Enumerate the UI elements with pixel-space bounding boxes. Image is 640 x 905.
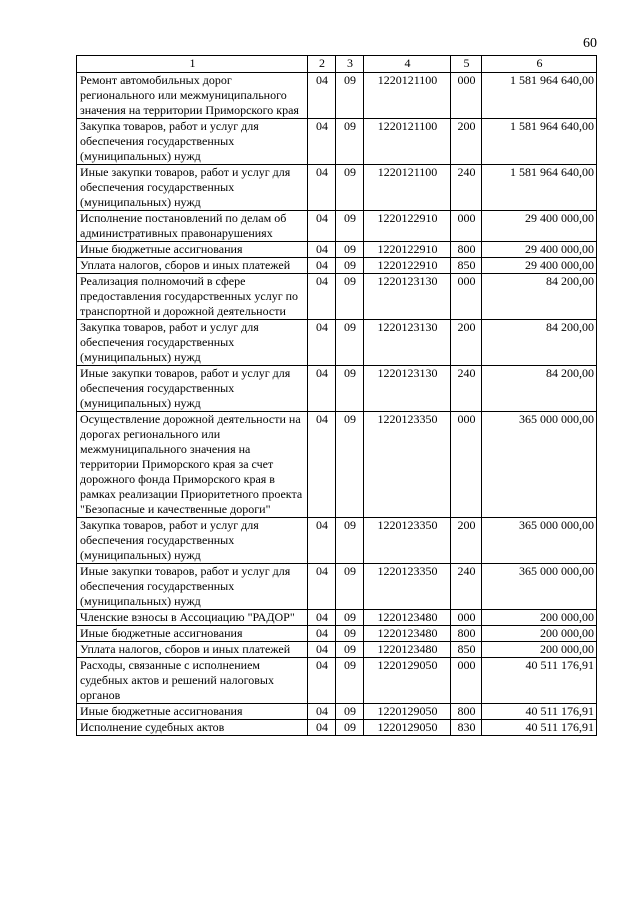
row-section: 04 bbox=[308, 366, 336, 412]
row-amount: 1 581 964 640,00 bbox=[482, 119, 597, 165]
row-target-article: 1220121100 bbox=[364, 165, 451, 211]
row-name: Исполнение постановлений по делам об административных правонарушениях bbox=[77, 211, 308, 242]
row-target-article: 1220123480 bbox=[364, 642, 451, 658]
row-amount: 40 511 176,91 bbox=[482, 704, 597, 720]
row-name: Ремонт автомобильных дорог регионального или межмуниципального значения на территории Приморского края bbox=[77, 73, 308, 119]
row-subsection: 09 bbox=[336, 320, 364, 366]
row-section: 04 bbox=[308, 211, 336, 242]
row-subsection: 09 bbox=[336, 242, 364, 258]
table-row bbox=[77, 119, 597, 165]
row-amount: 1 581 964 640,00 bbox=[482, 73, 597, 119]
row-subsection: 09 bbox=[336, 73, 364, 119]
row-target-article: 1220123480 bbox=[364, 626, 451, 642]
row-name: Иные закупки товаров, работ и услуг для обеспечения государственных (муниципальных) нужд bbox=[77, 564, 308, 610]
row-amount: 200 000,00 bbox=[482, 642, 597, 658]
row-target-article: 1220123350 bbox=[364, 412, 451, 518]
row-expense-type: 200 bbox=[451, 518, 482, 564]
table-row bbox=[77, 242, 597, 258]
row-subsection: 09 bbox=[336, 366, 364, 412]
row-section: 04 bbox=[308, 658, 336, 704]
row-amount: 29 400 000,00 bbox=[482, 211, 597, 242]
row-expense-type: 240 bbox=[451, 165, 482, 211]
row-expense-type: 850 bbox=[451, 642, 482, 658]
table-row bbox=[77, 626, 597, 642]
row-name: Уплата налогов, сборов и иных платежей bbox=[77, 642, 308, 658]
table-row bbox=[77, 610, 597, 626]
row-name: Исполнение судебных актов bbox=[77, 720, 308, 736]
row-section: 04 bbox=[308, 610, 336, 626]
row-expense-type: 200 bbox=[451, 119, 482, 165]
row-section: 04 bbox=[308, 119, 336, 165]
row-amount: 84 200,00 bbox=[482, 274, 597, 320]
row-name: Закупка товаров, работ и услуг для обеспечения государственных (муниципальных) нужд bbox=[77, 320, 308, 366]
row-expense-type: 200 bbox=[451, 320, 482, 366]
table-header-row bbox=[77, 56, 597, 73]
row-amount: 1 581 964 640,00 bbox=[482, 165, 597, 211]
row-expense-type: 000 bbox=[451, 73, 482, 119]
table-body bbox=[77, 73, 597, 736]
row-name: Иные бюджетные ассигнования bbox=[77, 626, 308, 642]
row-expense-type: 240 bbox=[451, 366, 482, 412]
row-target-article: 1220129050 bbox=[364, 720, 451, 736]
row-target-article: 1220121100 bbox=[364, 73, 451, 119]
row-target-article: 1220123480 bbox=[364, 610, 451, 626]
row-subsection: 09 bbox=[336, 658, 364, 704]
page-number: 60 bbox=[583, 36, 597, 51]
row-name: Членские взносы в Ассоциацию "РАДОР" bbox=[77, 610, 308, 626]
row-subsection: 09 bbox=[336, 211, 364, 242]
row-target-article: 1220123130 bbox=[364, 366, 451, 412]
row-expense-type: 000 bbox=[451, 274, 482, 320]
row-target-article: 1220129050 bbox=[364, 704, 451, 720]
row-subsection: 09 bbox=[336, 165, 364, 211]
row-subsection: 09 bbox=[336, 274, 364, 320]
row-target-article: 1220123130 bbox=[364, 274, 451, 320]
row-expense-type: 000 bbox=[451, 658, 482, 704]
header-cell-6: 6 bbox=[482, 56, 597, 73]
budget-table bbox=[76, 55, 597, 736]
row-name: Иные бюджетные ассигнования bbox=[77, 242, 308, 258]
row-subsection: 09 bbox=[336, 704, 364, 720]
row-amount: 365 000 000,00 bbox=[482, 564, 597, 610]
row-expense-type: 240 bbox=[451, 564, 482, 610]
row-section: 04 bbox=[308, 258, 336, 274]
row-subsection: 09 bbox=[336, 720, 364, 736]
row-name: Расходы, связанные с исполнением судебных актов и решений налоговых органов bbox=[77, 658, 308, 704]
row-amount: 365 000 000,00 bbox=[482, 518, 597, 564]
table-row bbox=[77, 518, 597, 564]
row-expense-type: 000 bbox=[451, 610, 482, 626]
row-amount: 365 000 000,00 bbox=[482, 412, 597, 518]
row-target-article: 1220122910 bbox=[364, 258, 451, 274]
header-cell-2: 2 bbox=[308, 56, 336, 73]
table-row bbox=[77, 642, 597, 658]
header-cell-1: 1 bbox=[77, 56, 308, 73]
row-subsection: 09 bbox=[336, 518, 364, 564]
row-name: Иные закупки товаров, работ и услуг для обеспечения государственных (муниципальных) нужд bbox=[77, 165, 308, 211]
row-expense-type: 800 bbox=[451, 626, 482, 642]
table-row bbox=[77, 211, 597, 242]
row-expense-type: 000 bbox=[451, 412, 482, 518]
row-target-article: 1220123130 bbox=[364, 320, 451, 366]
row-subsection: 09 bbox=[336, 642, 364, 658]
row-section: 04 bbox=[308, 704, 336, 720]
table-row bbox=[77, 412, 597, 518]
row-target-article: 1220122910 bbox=[364, 242, 451, 258]
row-target-article: 1220123350 bbox=[364, 518, 451, 564]
header-cell-5: 5 bbox=[451, 56, 482, 73]
row-amount: 200 000,00 bbox=[482, 626, 597, 642]
table-row bbox=[77, 320, 597, 366]
row-amount: 200 000,00 bbox=[482, 610, 597, 626]
row-expense-type: 850 bbox=[451, 258, 482, 274]
row-subsection: 09 bbox=[336, 564, 364, 610]
table-row bbox=[77, 366, 597, 412]
row-amount: 29 400 000,00 bbox=[482, 242, 597, 258]
row-name: Иные бюджетные ассигнования bbox=[77, 704, 308, 720]
row-target-article: 1220129050 bbox=[364, 658, 451, 704]
row-amount: 29 400 000,00 bbox=[482, 258, 597, 274]
row-target-article: 1220123350 bbox=[364, 564, 451, 610]
row-target-article: 1220121100 bbox=[364, 119, 451, 165]
row-expense-type: 000 bbox=[451, 211, 482, 242]
row-subsection: 09 bbox=[336, 119, 364, 165]
row-expense-type: 830 bbox=[451, 720, 482, 736]
row-amount: 84 200,00 bbox=[482, 366, 597, 412]
row-section: 04 bbox=[308, 720, 336, 736]
row-name: Закупка товаров, работ и услуг для обеспечения государственных (муниципальных) нужд bbox=[77, 119, 308, 165]
row-section: 04 bbox=[308, 242, 336, 258]
header-cell-4: 4 bbox=[364, 56, 451, 73]
row-section: 04 bbox=[308, 626, 336, 642]
row-amount: 40 511 176,91 bbox=[482, 658, 597, 704]
row-name: Реализация полномочий в сфере предоставления государственных услуг по транспортной и дорожной деятельности bbox=[77, 274, 308, 320]
table-row bbox=[77, 258, 597, 274]
row-subsection: 09 bbox=[336, 610, 364, 626]
row-subsection: 09 bbox=[336, 626, 364, 642]
row-section: 04 bbox=[308, 412, 336, 518]
table-row bbox=[77, 165, 597, 211]
table-row bbox=[77, 720, 597, 736]
table-row bbox=[77, 274, 597, 320]
row-section: 04 bbox=[308, 320, 336, 366]
table-row bbox=[77, 704, 597, 720]
row-section: 04 bbox=[308, 165, 336, 211]
row-subsection: 09 bbox=[336, 258, 364, 274]
row-name: Иные закупки товаров, работ и услуг для обеспечения государственных (муниципальных) нужд bbox=[77, 366, 308, 412]
row-expense-type: 800 bbox=[451, 242, 482, 258]
row-section: 04 bbox=[308, 564, 336, 610]
row-amount: 40 511 176,91 bbox=[482, 720, 597, 736]
row-amount: 84 200,00 bbox=[482, 320, 597, 366]
table-row bbox=[77, 73, 597, 119]
row-name: Осуществление дорожной деятельности на дорогах регионального или межмуниципального значения на территории Приморского края за счет дорожного фонда Приморского края в рамках реализации Приоритетного проекта "Безопасные и качественные дороги" bbox=[77, 412, 308, 518]
header-cell-3: 3 bbox=[336, 56, 364, 73]
row-section: 04 bbox=[308, 642, 336, 658]
row-section: 04 bbox=[308, 73, 336, 119]
row-target-article: 1220122910 bbox=[364, 211, 451, 242]
table-row bbox=[77, 658, 597, 704]
table-row bbox=[77, 564, 597, 610]
row-section: 04 bbox=[308, 518, 336, 564]
row-name: Уплата налогов, сборов и иных платежей bbox=[77, 258, 308, 274]
row-name: Закупка товаров, работ и услуг для обеспечения государственных (муниципальных) нужд bbox=[77, 518, 308, 564]
row-expense-type: 800 bbox=[451, 704, 482, 720]
row-section: 04 bbox=[308, 274, 336, 320]
row-subsection: 09 bbox=[336, 412, 364, 518]
